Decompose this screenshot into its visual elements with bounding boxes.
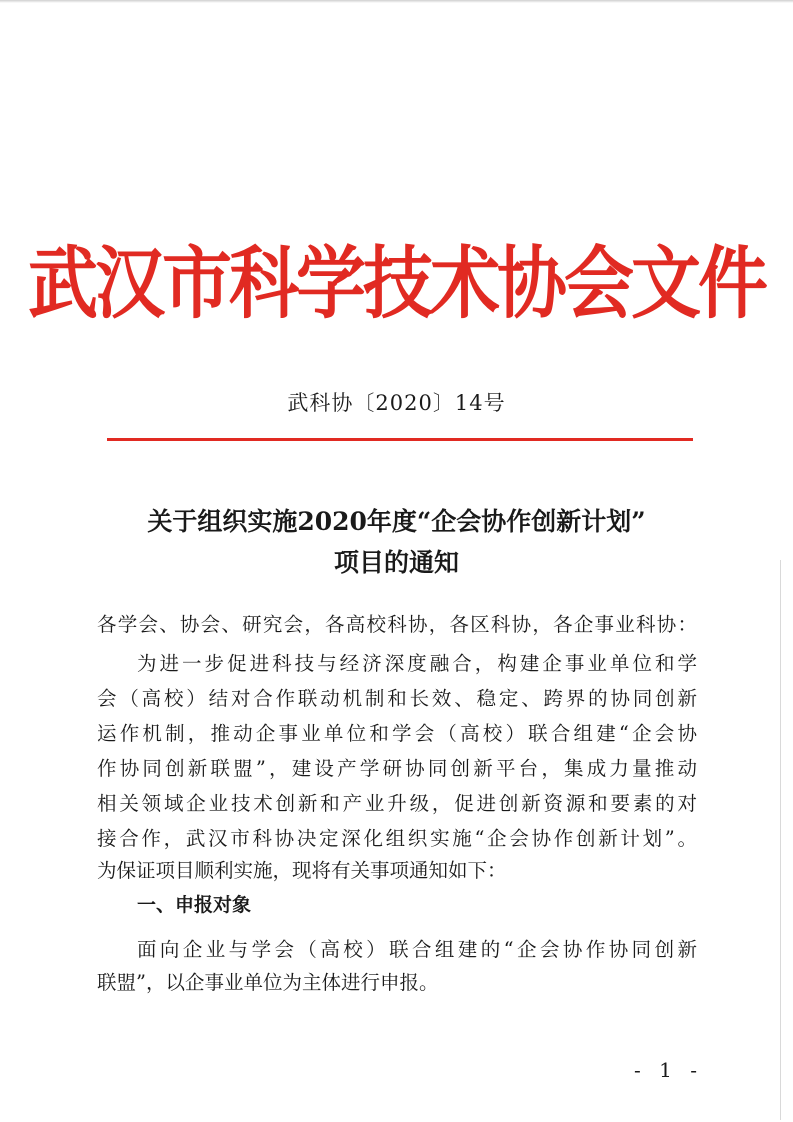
paragraph-line: 为保证项目顺利实施，现将有关事项通知如下： [97,859,507,882]
section-heading: 一、申报对象 [137,894,252,916]
document-number: 武科协〔2020〕14号 [287,391,506,415]
red-divider-rule [107,438,693,441]
document-masthead: 武汉市科学技术协会文件 [28,236,765,330]
page-number: - 1 - [634,1058,703,1082]
notice-title-line-1: 关于组织实施2020年度“企会协作创新计划” [147,507,646,536]
paragraph-line: 会（高校）结对合作联动机制和长效、稳定、跨界的协同创新 [97,687,697,710]
paragraph-line: 相关领域企业技术创新和产业升级，促进创新资源和要素的对 [97,792,697,815]
paragraph-line: 联盟”，以企事业单位为主体进行申报。 [97,971,439,994]
paragraph-line: 接合作，武汉市科协决定深化组织实施“企会协作创新计划”。 [97,827,697,850]
paragraph-line: 面向企业与学会（高校）联合组建的“企会协作协同创新 [137,938,697,961]
notice-title-line-2: 项目的通知 [333,548,459,577]
paragraph-line: 为进一步促进科技与经济深度融合，构建企事业单位和学 [137,652,697,675]
scan-edge [780,560,781,1120]
scan-edge [0,0,793,3]
salutation: 各学会、协会、研究会，各高校科协，各区科协，各企事业科协： [97,613,697,636]
paragraph-line: 运作机制，推动企事业单位和学会（高校）联合组建“企会协 [97,722,697,745]
paragraph-line: 作协同创新联盟”，建设产学研协同创新平台，集成力量推动 [97,757,697,780]
